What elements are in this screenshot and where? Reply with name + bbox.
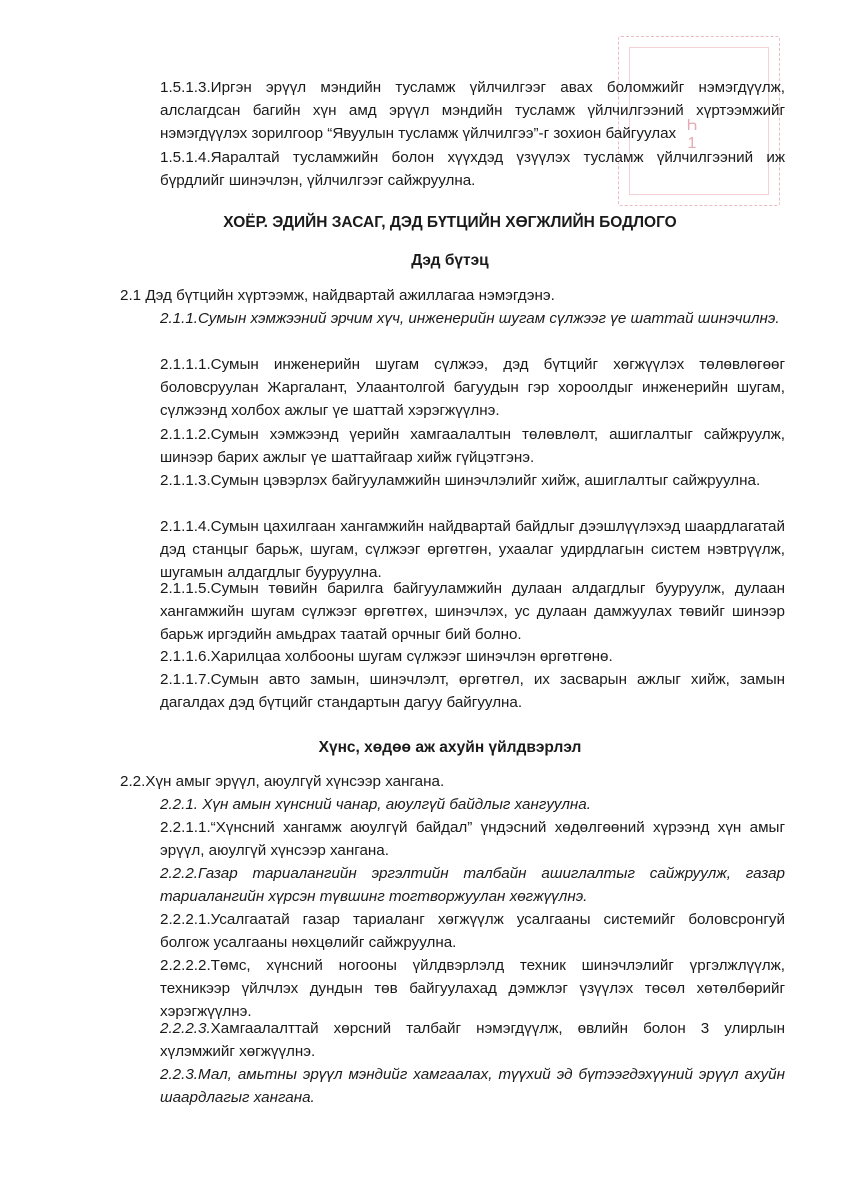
subsection-heading-food-agriculture: Хүнс, хөдөө аж ахуйн үйлдвэрлэл xyxy=(318,739,582,756)
paragraph-2-2-1-1: 2.2.1.1.“Хүнсний хангамж аюулгүй байдал” үндэсний хөдөлгөөний хүрээнд хүн амыг эрүүл, аюулгүй хүнсээр хангана. xyxy=(160,819,785,859)
paragraph-2-2-3: 2.2.3.Мал, амьтны эрүүл мэндийг хамгаалах, түүхий эд бүтээгдэхүүний эрүүл ахуйн шаардлагыг хангана. xyxy=(160,1066,785,1106)
section-heading: ХОЁР. ЭДИЙН ЗАСАГ, ДЭД БҮТЦИЙН ХӨГЖЛИЙН БОДЛОГО xyxy=(223,214,677,231)
paragraph-2-1-1-4: 2.1.1.4.Сумын цахилгаан хангамжийн найдвартай байдлыг дээшлүүлэхэд шаардлагатай дэд станцыг барьж, шугам, сүлжээг өргөтгөн, ухаалаг удирдлагын систем нэвтрүүлж, шугамын алдагдлыг бууруулна. xyxy=(160,518,785,581)
paragraph-2-1-1-2: 2.1.1.2.Сумын хэмжээнд үерийн хамгаалалтын төлөвлөлт, ашиглалтыг сайжруулж, шинээр барих ажлыг үе шаттайгаар хийж гүйцэтгэнэ. xyxy=(160,426,785,466)
paragraph-2-1-1: 2.1.1.Сумын хэмжээний эрчим хүч, инженерийн шугам сүлжээг үе шаттай шинэчилнэ. xyxy=(160,310,780,327)
paragraph-2-2-2-2: 2.2.2.2.Төмс, хүнсний ногооны үйлдвэрлэлд техник шинэчлэлийг үргэлжлүүлж, техникээр үйлчлэх дундын төв байгуулахад дэмжлэг үзүүлэх төсөл хөтөлбөрийг хэрэгжүүлнэ. xyxy=(160,957,785,1020)
paragraph-2-2-2-1: 2.2.2.1.Усалгаатай газар тариаланг хөгжүүлж усалгааны системийг боловсронгуй болгож усалгааны нөхцөлийг сайжруулна. xyxy=(160,911,785,951)
subsection-heading-infrastructure: Дэд бүтэц xyxy=(411,252,489,269)
stamp-mark: Һ 1 xyxy=(686,117,698,152)
paragraph-2-1: 2.1 Дэд бүтцийн хүртээмж, найдвартай ажиллагаа нэмэгдэнэ. xyxy=(120,287,555,304)
paragraph-2-2-2-3-number: 2.2.2.3. xyxy=(160,1020,211,1037)
paragraph-2-1-1-6: 2.1.1.6.Харилцаа холбооны шугам сүлжээг шинэчлэн өргөтгөнө. xyxy=(160,648,613,665)
paragraph-2-1-1-3: 2.1.1.3.Сумын цэвэрлэх байгууламжийн шинэчлэлийг хийж, ашиглалтыг сайжруулна. xyxy=(160,472,761,489)
paragraph-2-2-2-3-text: Хамгаалалттай хөрсний талбайг нэмэгдүүлж, өвлийн болон 3 улирлын хүлэмжийг хөгжүүлнэ. xyxy=(160,1020,785,1060)
paragraph-1-5-1-3: 1.5.1.3.Иргэн эрүүл мэндийн тусламж үйлчилгээг авах боломжийг нэмэгдүүлж, алслагдсан багийн хүн амд эрүүл мэндийн тусламж үйлчилгээний хүртээмжийг нэмэгдүүлэх зорилгоор “Явуулын тусламж үйлчилгээ”-г зохион байгуулах xyxy=(160,79,785,142)
paragraph-2-2-2: 2.2.2.Газар тариалангийн эргэлтийн талбайн ашиглалтыг сайжруулж, газар тариалангийн хүрсэн түвшинг тогтворжуулан хөгжүүлнэ. xyxy=(160,865,785,905)
paragraph-2-1-1-1: 2.1.1.1.Сумын инженерийн шугам сүлжээ, дэд бүтцийг хөгжүүлэх төлөвлөгөөг боловсруулан Жаргалант, Улаантолгой багуудын гэр хороолдыг инженерийн шугам, сүлжээнд холбох ажлыг үе шаттай хэрэгжүүлнэ. xyxy=(160,356,785,419)
paragraph-2-2-1: 2.2.1. Хүн амын хүнсний чанар, аюулгүй байдлыг хангуулна. xyxy=(160,796,591,813)
paragraph-2-1-1-5: 2.1.1.5.Сумын төвийн барилга байгууламжийн дулаан алдагдлыг бууруулж, дулаан хангамжийн шугам сүлжээг өргөтгөх, шинэчлэх, ус дулаан дамжуулах төвийг шинээр барьж иргэдийн амьдрах таатай орчныг бий болно. xyxy=(160,580,785,643)
paragraph-2-1-1-7: 2.1.1.7.Сумын авто замын, шинэчлэлт, өргөтгөл, их засварын ажлыг хийж, замын дагалдах дэд бүтцийг стандартын дагуу байгуулна. xyxy=(160,671,785,711)
paragraph-2-2-2-3 xyxy=(160,1017,785,1063)
paragraph-1-5-1-4: 1.5.1.4.Яаралтай тусламжийн болон хүүхдэд үзүүлэх тусламж үйлчилгээний иж бүрдлийг шинэчлэн, үйлчилгээг сайжруулна. xyxy=(160,149,785,189)
paragraph-2-2: 2.2.Хүн амыг эрүүл, аюулгүй хүнсээр хангана. xyxy=(120,773,445,790)
